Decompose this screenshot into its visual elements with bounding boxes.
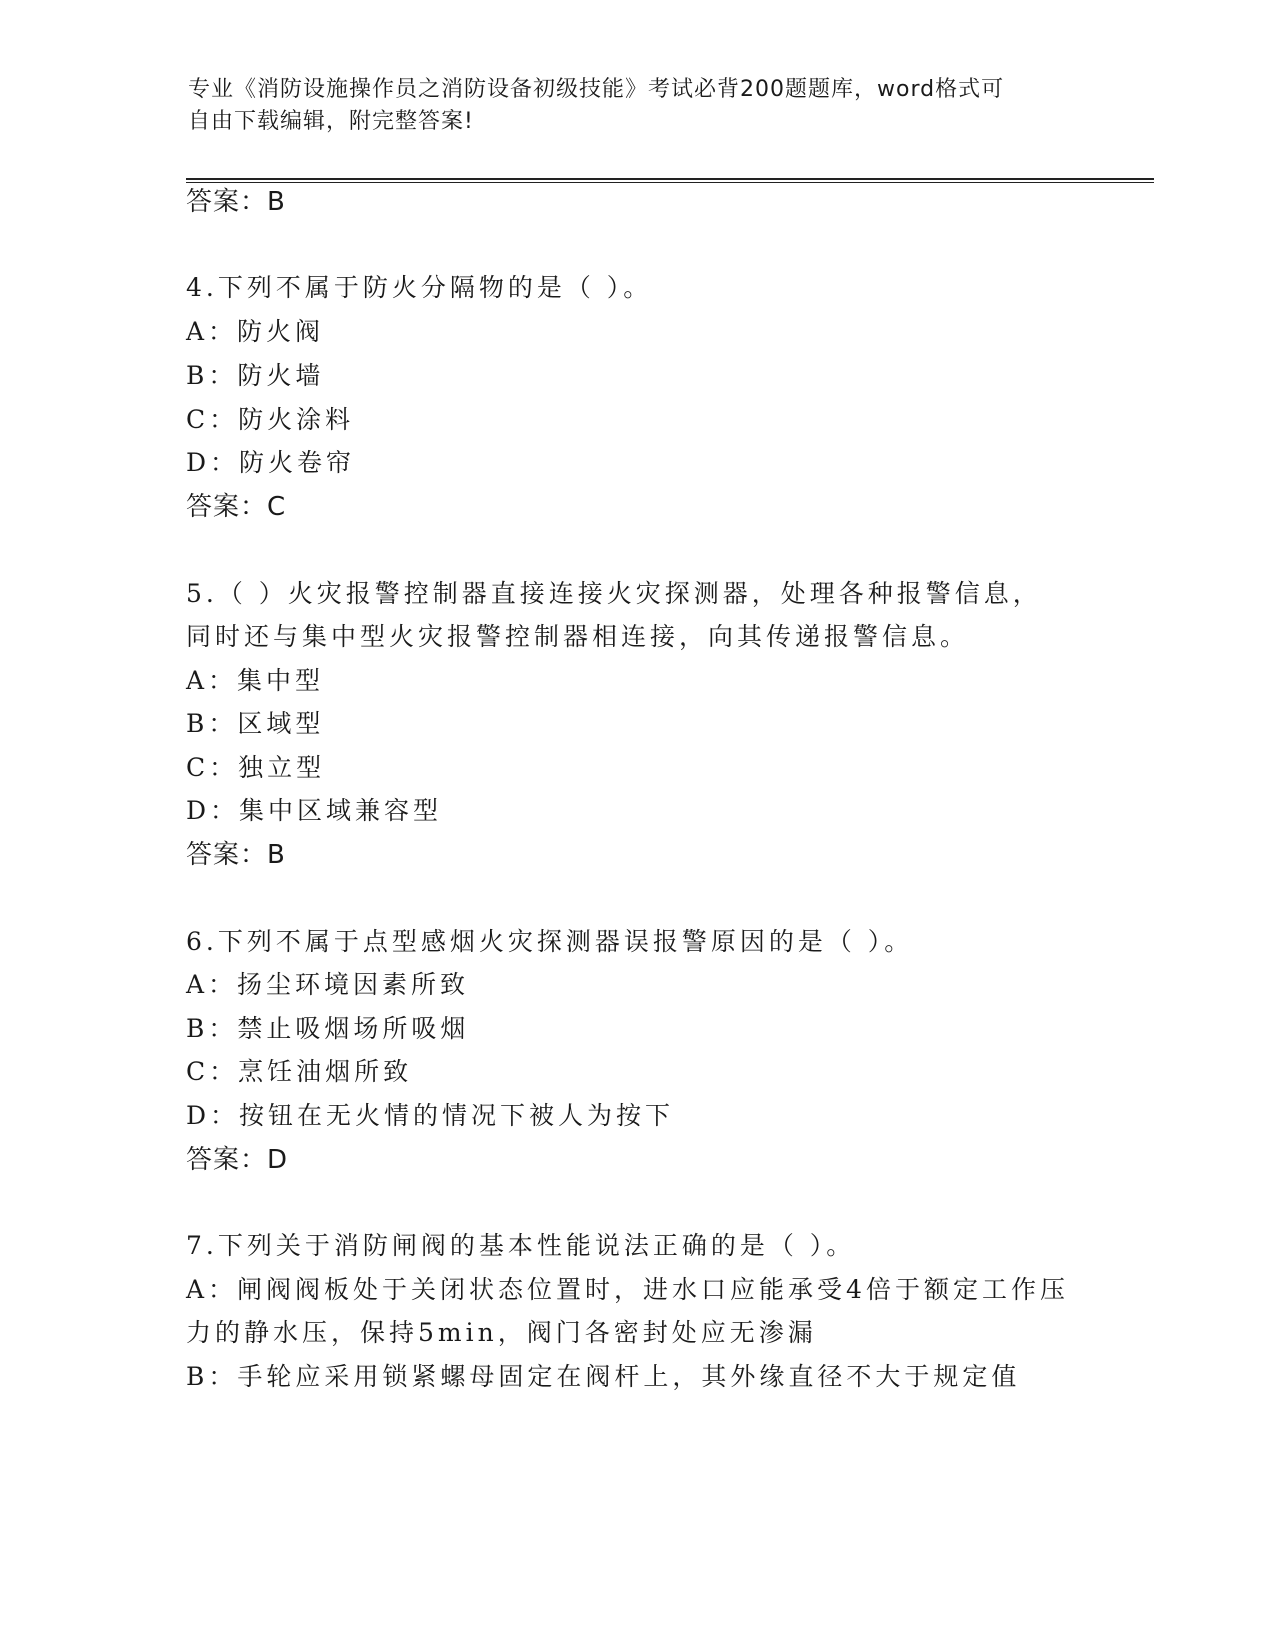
q5-option-c: C：独立型 xyxy=(186,753,326,782)
question-6: 6.下列不属于点型感烟火灾探测器误报警原因的是（ ）。 xyxy=(186,927,914,956)
q4-option-b: B：防火墙 xyxy=(186,361,325,390)
q6-option-d: D：按钮在无火情的情况下被人为按下 xyxy=(186,1101,675,1130)
q6-option-a: A：扬尘环境因素所致 xyxy=(186,970,470,999)
answer-q3: 答案：B xyxy=(186,187,286,217)
answer-q4: 答案：C xyxy=(186,492,287,522)
q6-option-c: C：烹饪油烟所致 xyxy=(186,1057,413,1086)
question-7: 7.下列关于消防闸阀的基本性能说法正确的是（ ）。 xyxy=(186,1231,856,1260)
header-line-2: 自由下载编辑，附完整答案! xyxy=(188,109,474,134)
question-5-line-2: 同时还与集中型火灾报警控制器相连接，向其传递报警信息。 xyxy=(186,622,970,651)
answer-q5: 答案：B xyxy=(186,840,286,870)
q4-option-d: D：防火卷帘 xyxy=(186,448,356,477)
q5-option-a: A：集中型 xyxy=(186,666,325,695)
q4-option-a: A：防火阀 xyxy=(186,317,325,346)
question-4: 4.下列不属于防火分隔物的是（ ）。 xyxy=(186,273,653,302)
answer-q6: 答案：D xyxy=(186,1145,289,1175)
q7-option-a-line-1: A：闸阀阀板处于关闭状态位置时，进水口应能承受4倍于额定工作压 xyxy=(186,1275,1069,1304)
q7-option-a-line-2: 力的静水压，保持5min，阀门各密封处应无渗漏 xyxy=(186,1318,817,1347)
header-divider xyxy=(186,178,1154,183)
page-header xyxy=(188,74,1088,138)
q4-option-c: C：防火涂料 xyxy=(186,405,355,434)
q7-option-b: B：手轮应采用锁紧螺母固定在阀杆上，其外缘直径不大于规定值 xyxy=(186,1362,1021,1391)
q6-option-b: B：禁止吸烟场所吸烟 xyxy=(186,1014,470,1043)
q5-option-d: D：集中区域兼容型 xyxy=(186,796,443,825)
header-line-1: 专业《消防设施操作员之消防设备初级技能》考试必背200题题库，word格式可 xyxy=(188,77,1005,102)
question-5-line-1: 5.（ ）火灾报警控制器直接连接火灾探测器，处理各种报警信息， xyxy=(186,579,1042,608)
q5-option-b: B：区域型 xyxy=(186,709,325,738)
